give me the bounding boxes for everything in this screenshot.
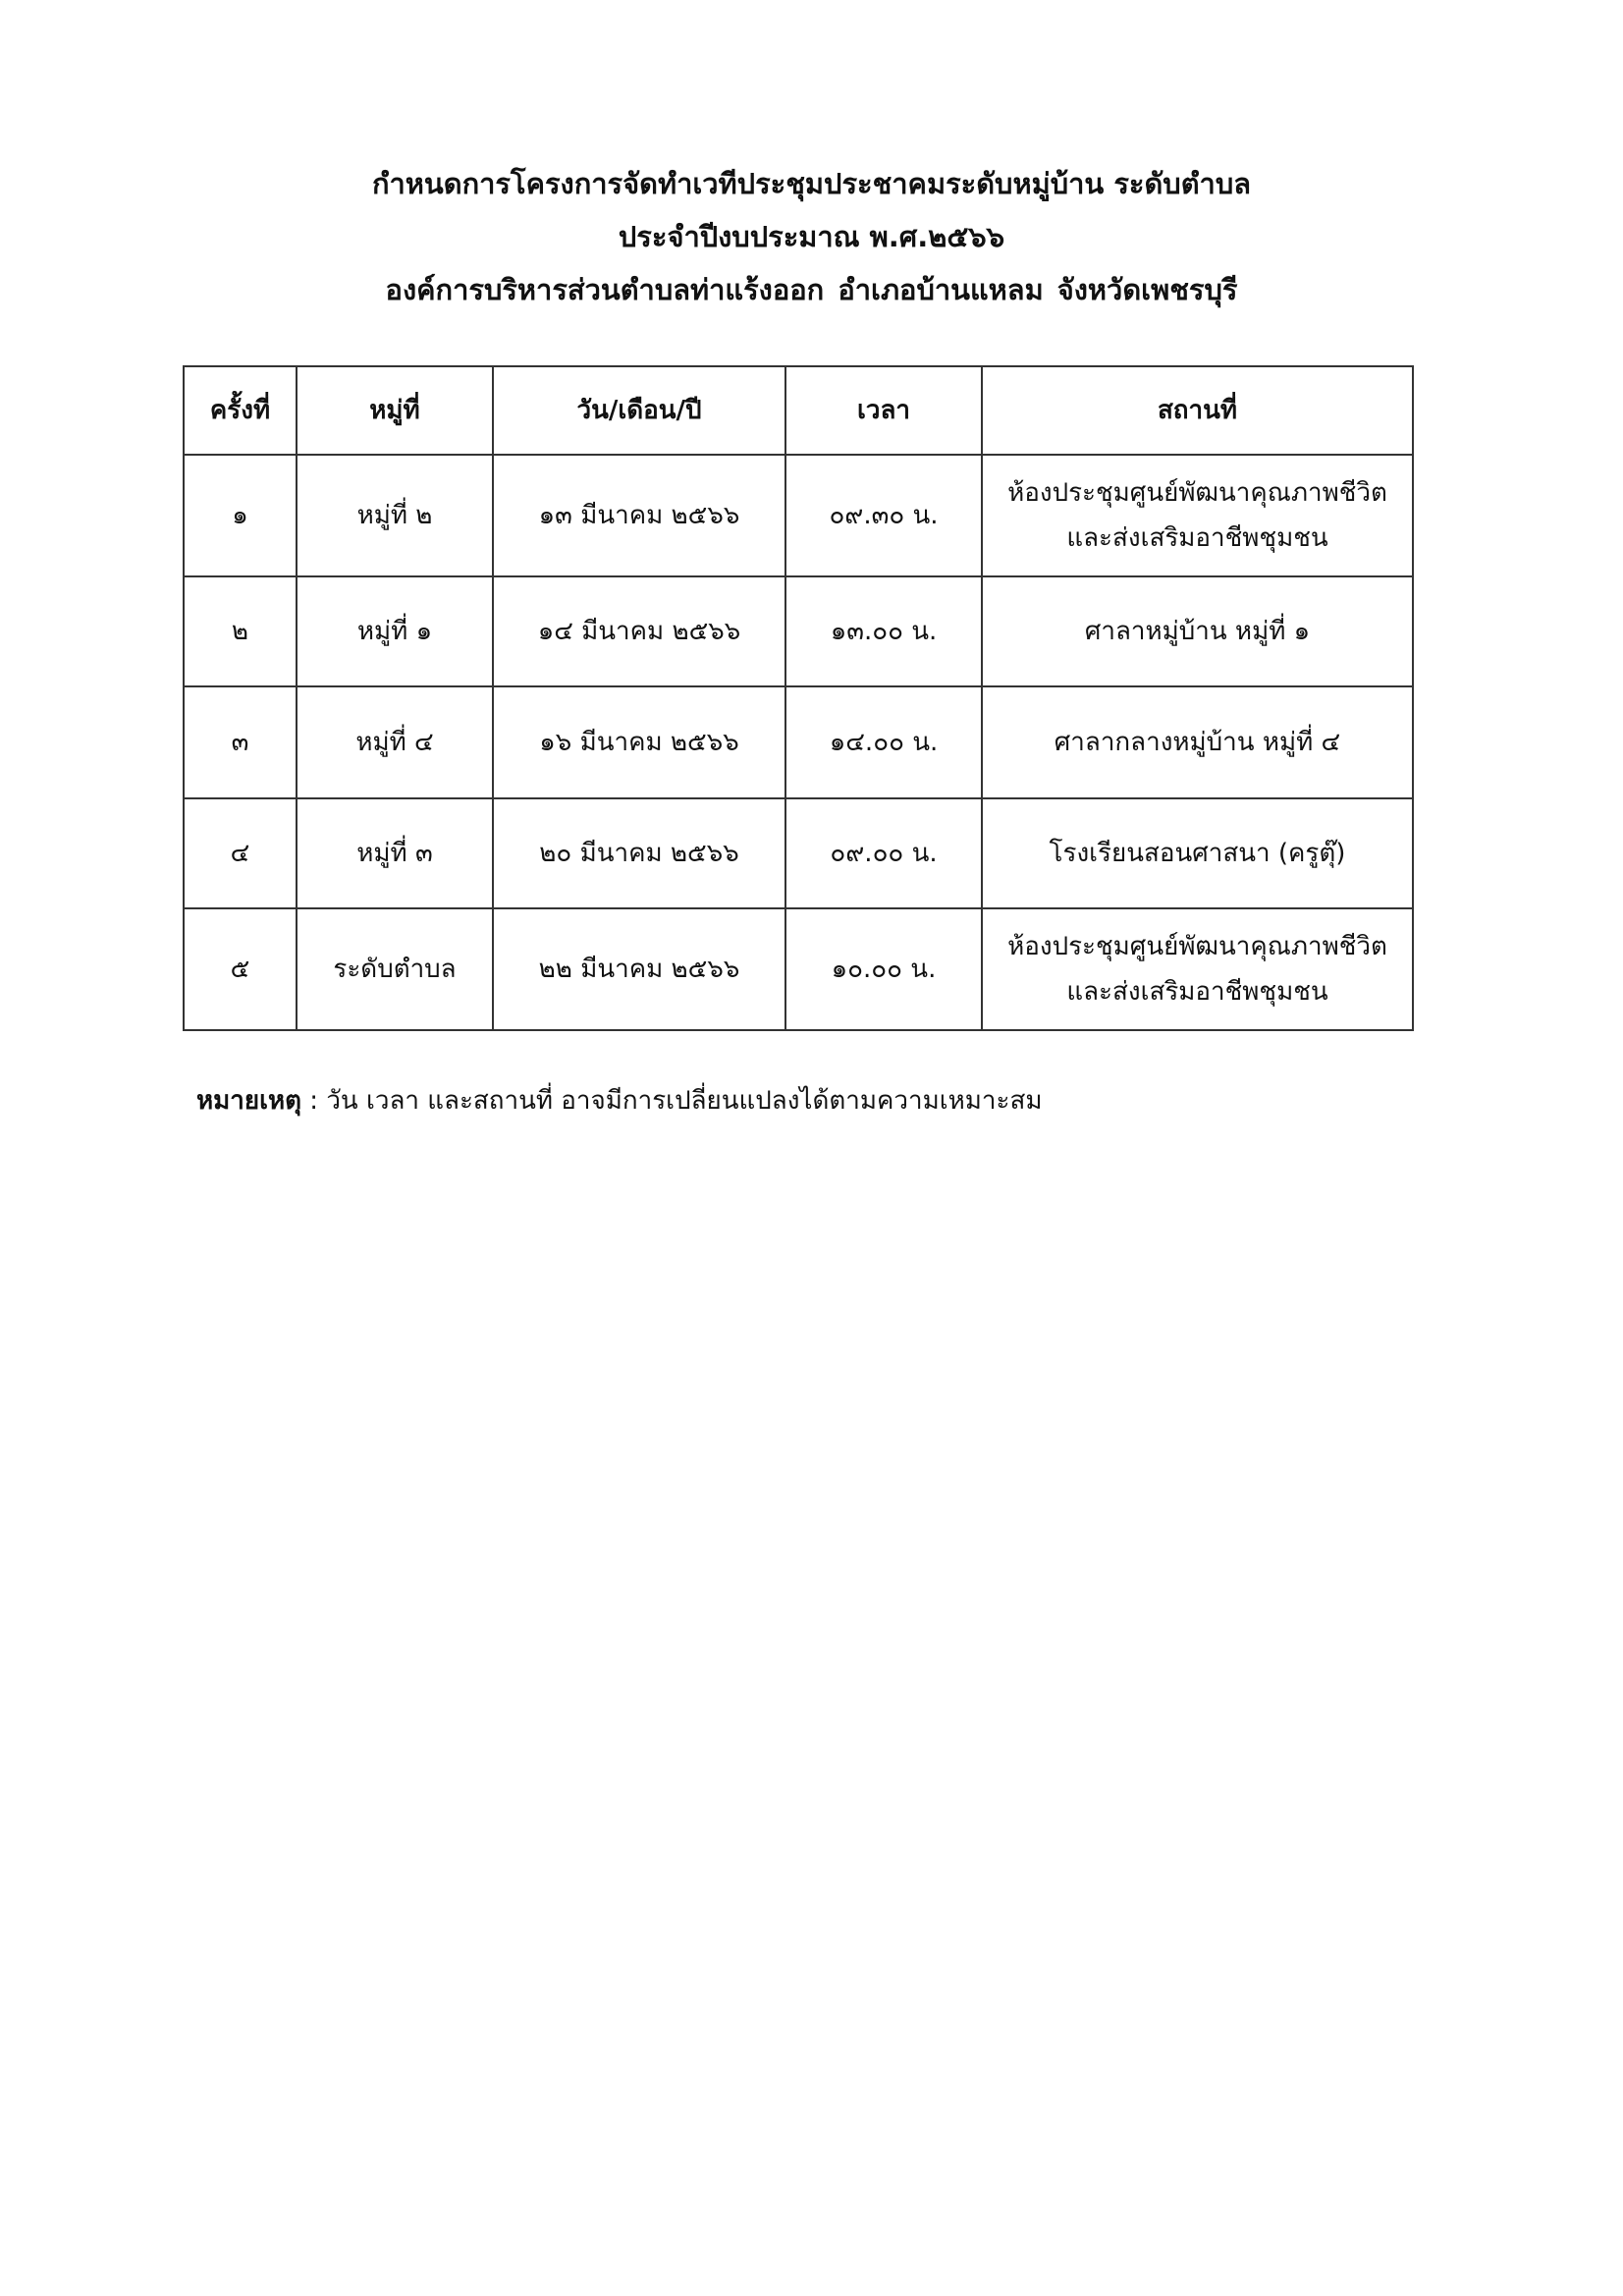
cell-place xyxy=(982,908,1413,1030)
cell-date: ๒๒ มีนาคม ๒๕๖๖ xyxy=(493,908,785,1030)
column-header-time: เวลา xyxy=(785,366,982,455)
cell-place xyxy=(982,798,1413,908)
cell-time: ๑๔.๐๐ น. xyxy=(785,686,982,798)
place-line: โรงเรียนสอนศาสนา (ครูตุ๊) xyxy=(1049,839,1346,868)
cell-place xyxy=(982,686,1413,798)
cell-time: ๑๓.๐๐ น. xyxy=(785,576,982,686)
cell-village: หมู่ที่ ๓ xyxy=(297,798,493,908)
document-header xyxy=(0,157,1623,316)
cell-no: ๑ xyxy=(184,455,297,576)
place-line: ห้องประชุมศูนย์พัฒนาคุณภาพชีวิต xyxy=(1007,932,1387,961)
cell-no: ๕ xyxy=(184,908,297,1030)
place-line: และส่งเสริมอาชีพชุมชน xyxy=(1066,977,1328,1007)
table-header-row xyxy=(184,366,1413,455)
remark-label: หมายเหตุ xyxy=(196,1086,302,1116)
table-row xyxy=(184,908,1413,1030)
cell-date: ๑๖ มีนาคม ๒๕๖๖ xyxy=(493,686,785,798)
column-header-no: ครั้งที่ xyxy=(184,366,297,455)
document-title: กำหนดการโครงการจัดทำเวทีประชุมประชาคมระดับหมู่บ้าน ระดับตำบล xyxy=(371,167,1252,200)
cell-no: ๔ xyxy=(184,798,297,908)
remark-separator: : xyxy=(301,1086,327,1116)
table-row xyxy=(184,576,1413,686)
cell-no: ๒ xyxy=(184,576,297,686)
remark-text: วัน เวลา และสถานที่ อาจมีการเปลี่ยนแปลงได้ตามความเหมาะสม xyxy=(326,1086,1043,1116)
cell-time: ๑๐.๐๐ น. xyxy=(785,908,982,1030)
organization-line: องค์การบริหารส่วนตำบลท่าแร้งออก อำเภอบ้านแหลม จังหวัดเพชรบุรี xyxy=(385,273,1238,306)
cell-village: ระดับตำบล xyxy=(297,908,493,1030)
table-row xyxy=(184,686,1413,798)
table-row xyxy=(184,455,1413,576)
cell-date: ๒๐ มีนาคม ๒๕๖๖ xyxy=(493,798,785,908)
cell-village: หมู่ที่ ๔ xyxy=(297,686,493,798)
place-line: ห้องประชุมศูนย์พัฒนาคุณภาพชีวิต xyxy=(1007,478,1387,508)
cell-time: ๐๙.๓๐ น. xyxy=(785,455,982,576)
cell-village: หมู่ที่ ๑ xyxy=(297,576,493,686)
remark-note xyxy=(196,1080,1042,1121)
cell-date: ๑๔ มีนาคม ๒๕๖๖ xyxy=(493,576,785,686)
cell-place xyxy=(982,455,1413,576)
column-header-date: วัน/เดือน/ปี xyxy=(493,366,785,455)
column-header-village: หมู่ที่ xyxy=(297,366,493,455)
fiscal-year-line: ประจำปีงบประมาณ พ.ศ.๒๕๖๖ xyxy=(618,220,1005,253)
place-line: ศาลาหมู่บ้าน หมู่ที่ ๑ xyxy=(1084,617,1311,646)
place-line: และส่งเสริมอาชีพชุมชน xyxy=(1066,523,1328,553)
table-row xyxy=(184,798,1413,908)
cell-time: ๐๙.๐๐ น. xyxy=(785,798,982,908)
cell-village: หมู่ที่ ๒ xyxy=(297,455,493,576)
place-line: ศาลากลางหมู่บ้าน หมู่ที่ ๔ xyxy=(1054,728,1341,757)
schedule-table xyxy=(183,365,1414,1031)
cell-place xyxy=(982,576,1413,686)
cell-no: ๓ xyxy=(184,686,297,798)
column-header-place: สถานที่ xyxy=(982,366,1413,455)
cell-date: ๑๓ มีนาคม ๒๕๖๖ xyxy=(493,455,785,576)
